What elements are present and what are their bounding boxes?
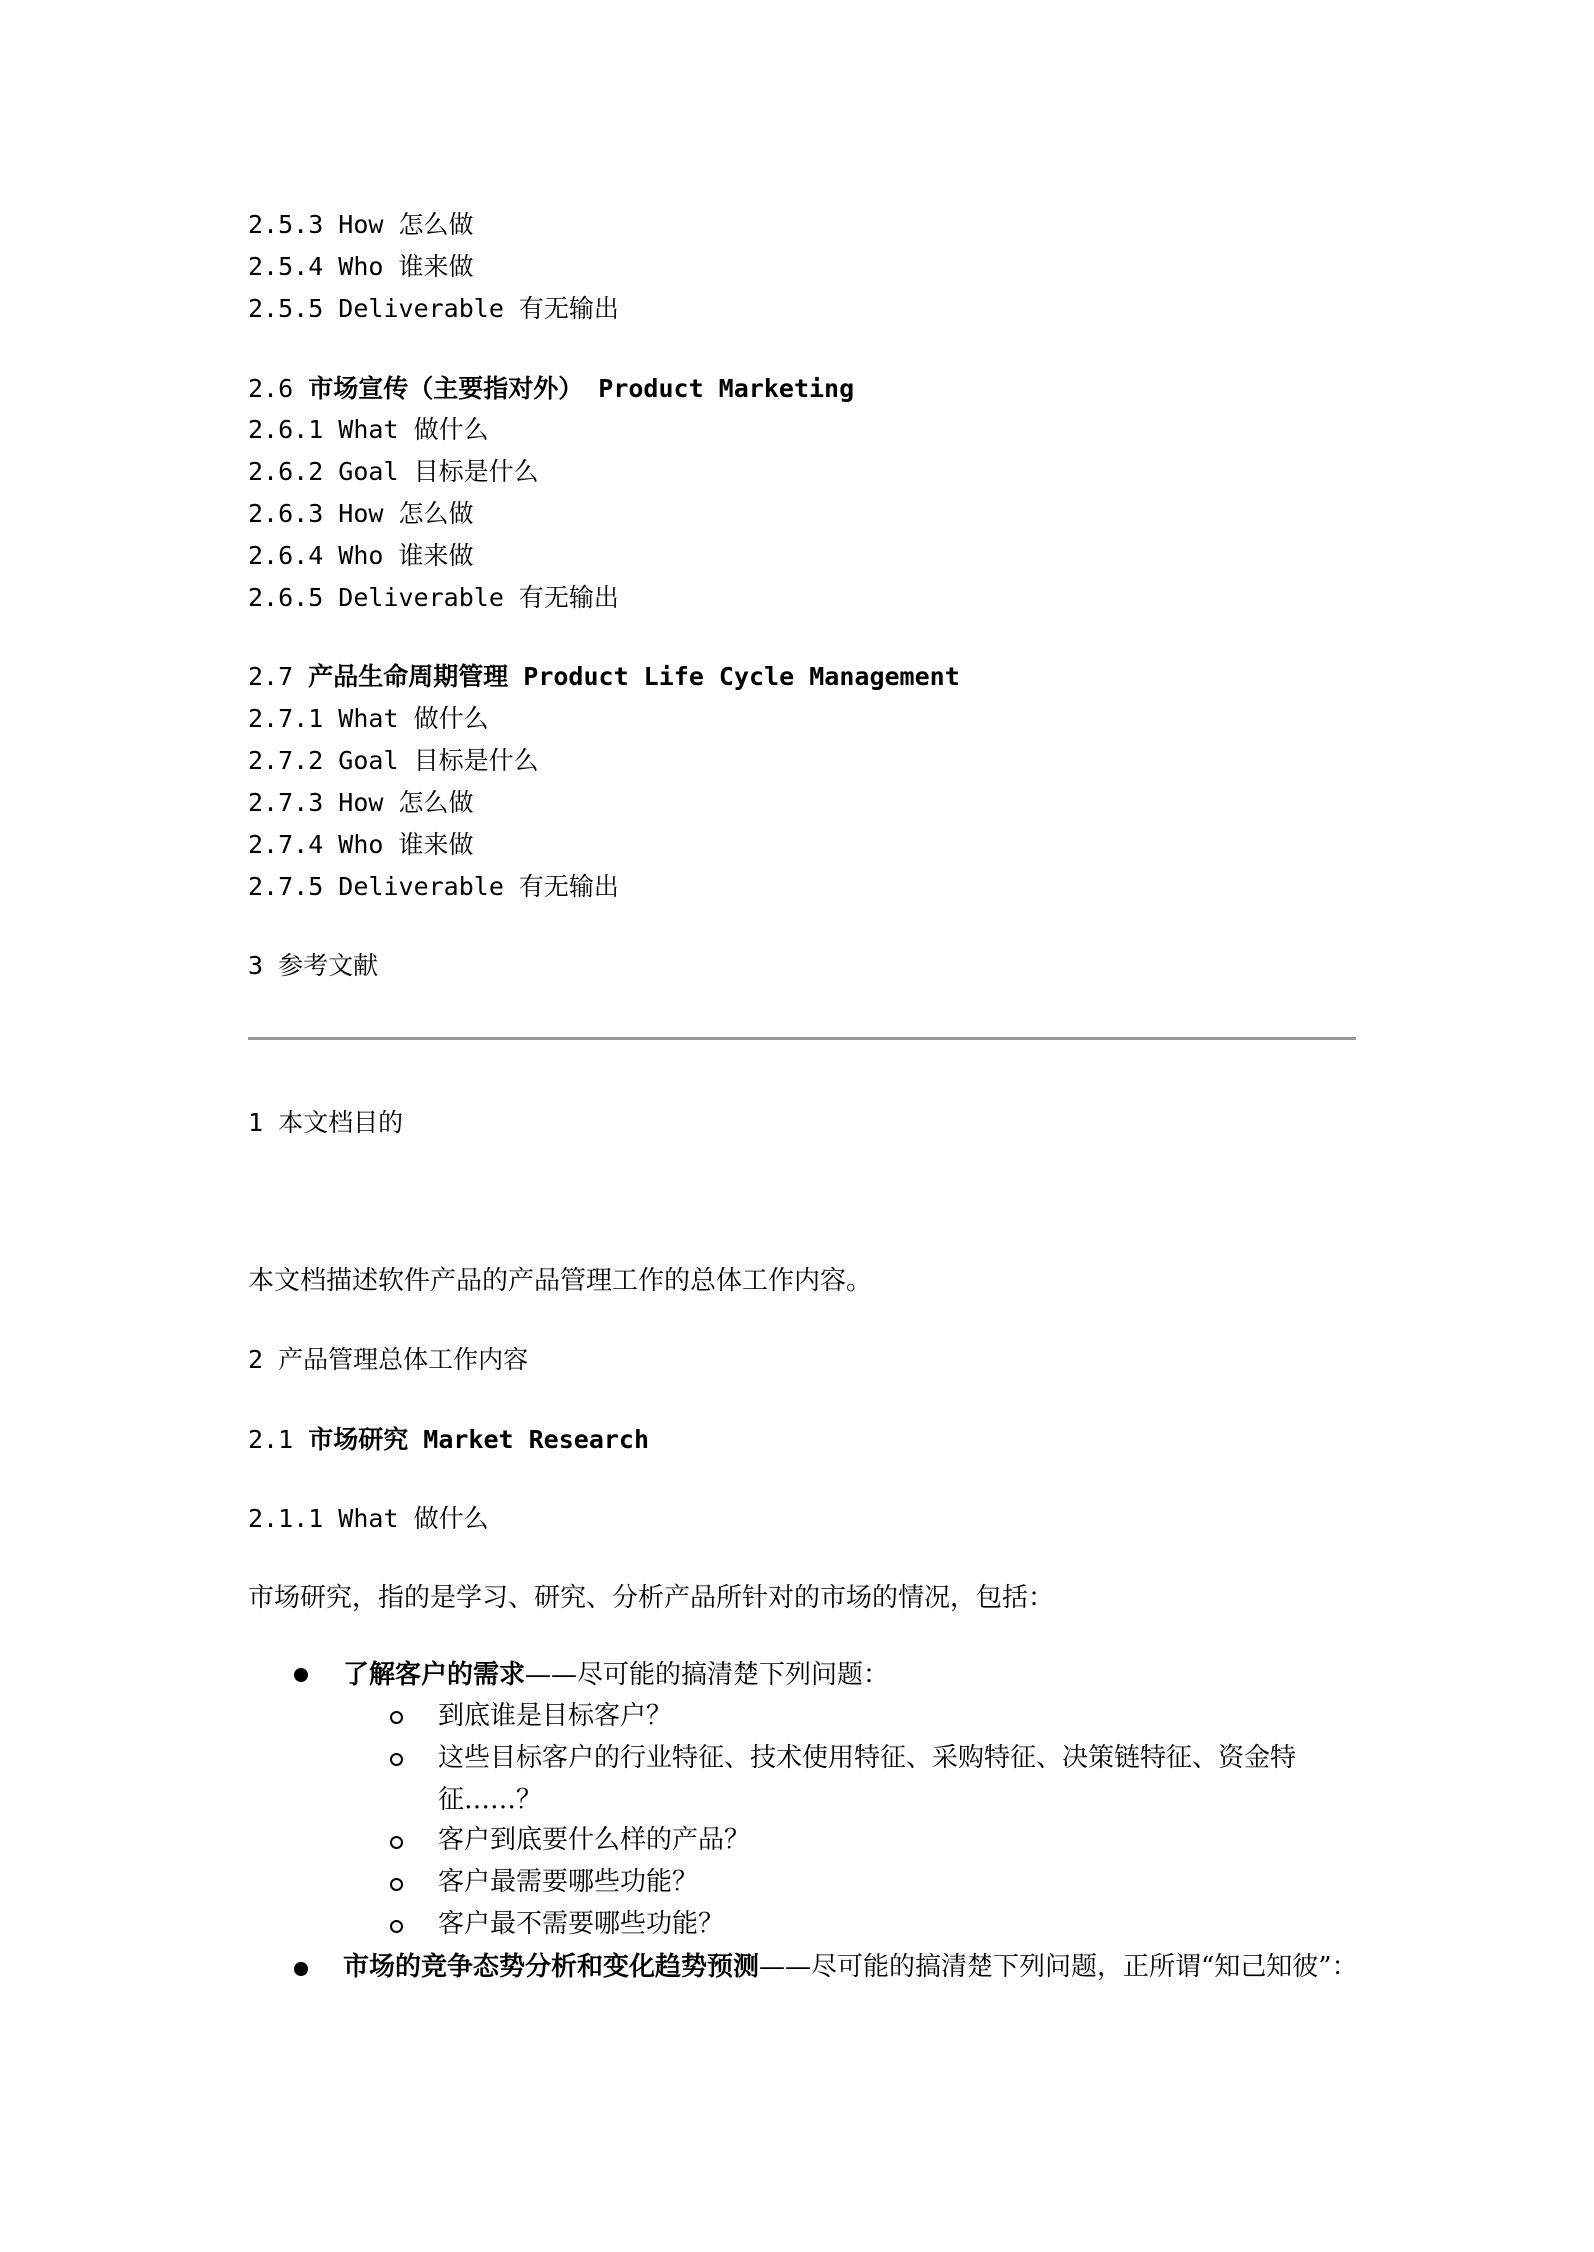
sub-list-item: 客户到底要什么样的产品？ bbox=[438, 1825, 751, 1855]
bullet-rest-text: ——尽可能的搞清楚下列问题： bbox=[525, 1660, 890, 1690]
toc-item[interactable]: 2.6.1 What 做什么 bbox=[248, 415, 489, 444]
toc-item[interactable]: 2.5.3 How 怎么做 bbox=[248, 210, 474, 239]
toc-heading-number: 2.7 bbox=[248, 662, 294, 691]
toc-item[interactable]: 2.7.4 Who 谁来做 bbox=[248, 830, 474, 859]
intro-paragraph: 本文档描述软件产品的产品管理工作的总体工作内容。 bbox=[248, 1266, 873, 1296]
bullet-bold-text: 了解客户的需求 bbox=[343, 1660, 526, 1690]
toc-heading-text: 市场宣传（主要指对外） Product Marketing bbox=[308, 374, 855, 403]
toc-item[interactable]: 2.5.5 Deliverable 有无输出 bbox=[248, 294, 619, 323]
toc-item[interactable]: 2.7.1 What 做什么 bbox=[248, 704, 489, 733]
research-paragraph: 市场研究，指的是学习、研究、分析产品所针对的市场的情况，包括： bbox=[248, 1583, 1055, 1613]
sub-bullet-circle bbox=[390, 1836, 403, 1849]
section-heading-1: 1 本文档目的 bbox=[248, 1108, 404, 1137]
sub-list-item: 这些目标客户的行业特征、技术使用特征、采购特征、决策链特征、资金特征……？ bbox=[438, 1743, 1297, 1815]
toc-heading-2-6[interactable] bbox=[248, 371, 854, 407]
toc-heading-number: 2.6 bbox=[248, 374, 294, 403]
sub-bullet-circle bbox=[390, 1920, 403, 1933]
toc-item[interactable]: 2.7.3 How 怎么做 bbox=[248, 788, 474, 817]
toc-heading-2-7[interactable] bbox=[248, 659, 960, 695]
heading-number: 2.1 bbox=[248, 1425, 294, 1454]
toc-item[interactable]: 2.5.4 Who 谁来做 bbox=[248, 252, 474, 281]
heading-text: 市场研究 Market Research bbox=[308, 1425, 650, 1454]
section-heading-2-1 bbox=[248, 1422, 649, 1458]
toc-item[interactable]: 2.6.5 Deliverable 有无输出 bbox=[248, 583, 619, 612]
bullet-dot bbox=[294, 1962, 308, 1976]
toc-item[interactable]: 2.6.3 How 怎么做 bbox=[248, 499, 474, 528]
section-heading-2-1-1: 2.1.1 What 做什么 bbox=[248, 1504, 489, 1533]
toc-heading-text: 产品生命周期管理 Product Life Cycle Management bbox=[308, 662, 960, 691]
bullet-item-competition-analysis bbox=[343, 1946, 1358, 1988]
bullet-item-customer-needs bbox=[343, 1657, 889, 1693]
toc-item[interactable]: 2.7.5 Deliverable 有无输出 bbox=[248, 872, 619, 901]
horizontal-rule bbox=[248, 1037, 1356, 1040]
sub-list-item: 客户最需要哪些功能？ bbox=[438, 1867, 699, 1897]
sub-list-item: 到底谁是目标客户？ bbox=[438, 1701, 673, 1731]
sub-bullet-circle bbox=[390, 1753, 403, 1766]
bullet-dot bbox=[294, 1668, 308, 1682]
bullet-bold-text: 市场的竞争态势分析和变化趋势预测 bbox=[343, 1952, 760, 1982]
toc-item-references[interactable]: 3 参考文献 bbox=[248, 951, 379, 980]
sub-bullet-circle bbox=[390, 1711, 403, 1724]
sub-list-item: 客户最不需要哪些功能？ bbox=[438, 1909, 725, 1939]
toc-item[interactable]: 2.6.4 Who 谁来做 bbox=[248, 541, 474, 570]
bullet-rest-text: ——尽可能的搞清楚下列问题，正所谓“知己知彼”： bbox=[759, 1952, 1358, 1982]
toc-item[interactable]: 2.6.2 Goal 目标是什么 bbox=[248, 457, 539, 486]
toc-item[interactable]: 2.7.2 Goal 目标是什么 bbox=[248, 746, 539, 775]
section-heading-2: 2 产品管理总体工作内容 bbox=[248, 1345, 529, 1374]
sub-bullet-circle bbox=[390, 1878, 403, 1891]
